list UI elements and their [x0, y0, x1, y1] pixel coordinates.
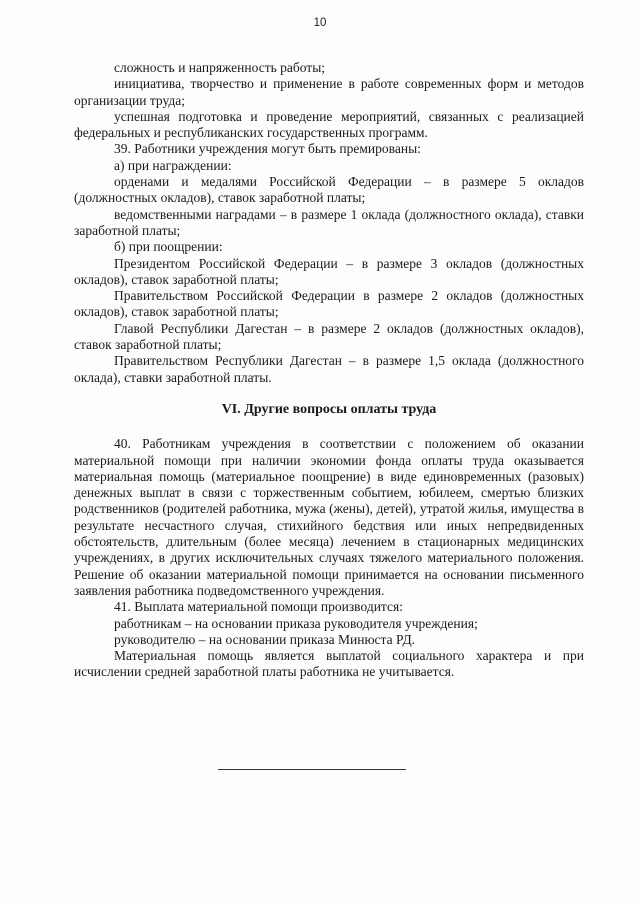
paragraph: руководителю – на основании приказа Минюста РД. — [114, 631, 416, 647]
paragraph: орденами и медалями Российской Федерации – в размере 5 окладов (должностных окладов), ставок заработной платы; — [74, 174, 584, 206]
paragraph: сложность и напряженность работы; — [114, 60, 326, 75]
paragraph: Материальная помощь является выплатой социального характера и при исчислении средней заработной платы работника не учитывается. — [74, 648, 584, 680]
paragraph: Президентом Российской Федерации – в размере 3 окладов (должностных окладов), ставок заработной платы; — [74, 255, 584, 287]
paragraph: 40. Работникам учреждения в соответствии с положением об оказании материальной помощи при наличии экономии фонда оплаты труда оказывается материальная помощь (материальное поощрение) в виде единовременных (разовых) денежных выплат в связи с торжественным событием, юбилеем, смертью близких родственников (родителей работника, мужа (жены), детей), утратой жилья, имущества в результате несчастного случая, стихийного бедствия или иных непредвиденных обстоятельств, длительным (более месяца) лечением в стационарных медицинских учреждениях, в других исключительных случаях тяжелого материального положения. Решение об оказании материальной помощи принимается на основании письменного заявления работника подведомственного учреждения. — [74, 436, 584, 598]
paragraph: успешная подготовка и проведение мероприятий, связанных с реализацией федеральных и республиканских государственных программ. — [74, 108, 584, 141]
page-number: 10 — [313, 17, 327, 29]
document-body — [74, 60, 584, 681]
paragraph: Правительством Российской Федерации в размере 2 окладов (должностных окладов), ставок заработной платы; — [74, 288, 584, 320]
paragraph: 41. Выплата материальной помощи производится: — [114, 599, 403, 615]
paragraph: Правительством Республики Дагестан – в размере 1,5 оклада (должностного оклада), ставки заработной платы. — [74, 353, 584, 385]
paragraph: 39. Работники учреждения могут быть премированы: — [114, 141, 421, 157]
paragraph: инициатива, творчество и применение в работе современных форм и методов организации труда; — [74, 76, 584, 108]
paragraph: Главой Республики Дагестан – в размере 2 окладов (должностных окладов), ставок заработной платы; — [74, 320, 584, 353]
paragraph: работникам – на основании приказа руководителя учреждения; — [114, 615, 478, 631]
paragraph: б) при поощрении: — [114, 239, 223, 255]
section-heading: VI. Другие вопросы оплаты труда — [221, 401, 437, 417]
paragraph: а) при награждении: — [114, 157, 232, 173]
paragraph: ведомственными наградами – в размере 1 оклада (должностного оклада), ставки заработной платы; — [74, 206, 584, 238]
end-divider-line — [218, 769, 406, 770]
